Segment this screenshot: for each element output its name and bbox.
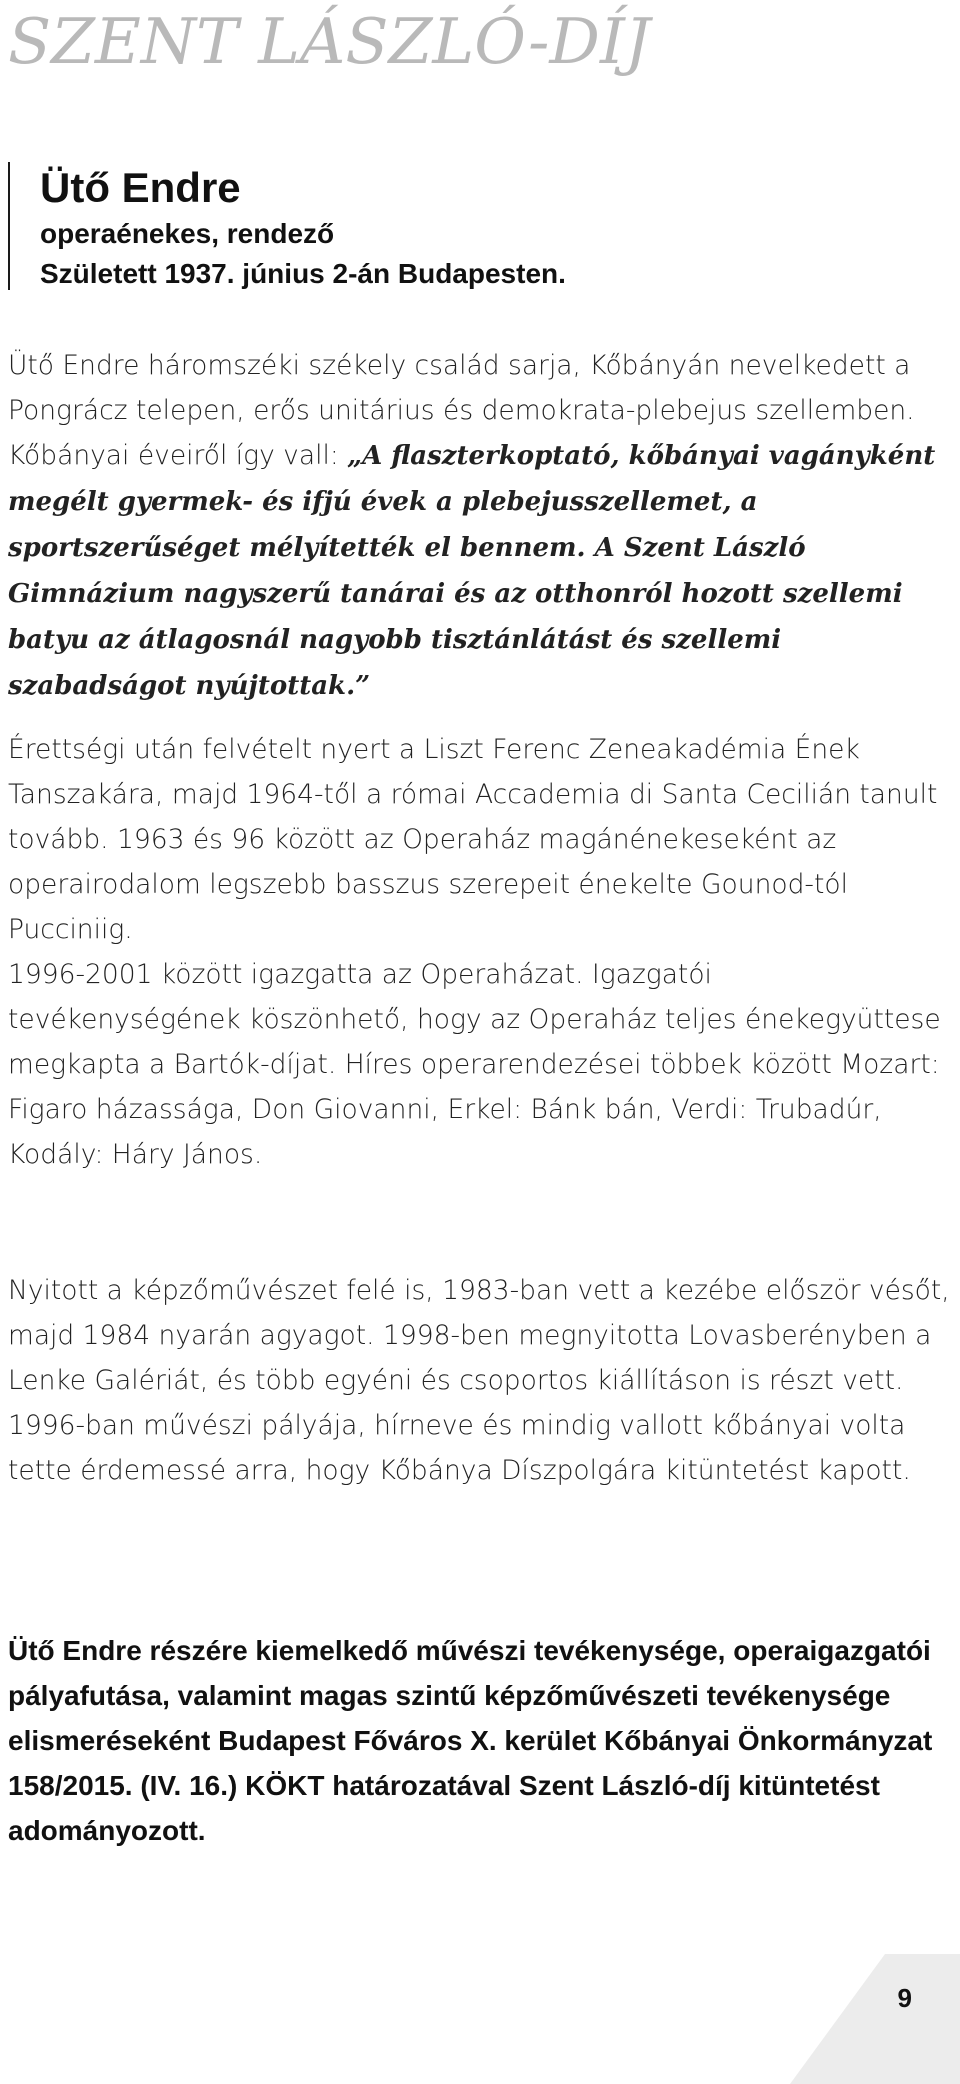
biography-paragraph-1 (8, 343, 952, 709)
biography-paragraph-3 (8, 1268, 952, 1493)
career-text-director: 1996-2001 között igazgatta az Operaházat. Igazgatói tevékenységének köszönhető, hogy az Operaház teljes énekegyüttese megkapta a Bartók-díjat. Híres operarendezései többek között Mozart: Figaro házassága, Don Giovanni, Erkel: Bánk bán, Verdi: Trubadúr, Kodály: Háry János. (8, 959, 941, 1170)
honorary-citizen-text: 1996-ban művészi pályája, hírneve és mindig vallott kőbányai volta tette érdemessé arra, hogy Kőbánya Díszpolgára kitüntetést kapott. (8, 1410, 911, 1486)
person-birth-info: Született 1937. június 2-án Budapesten. (40, 258, 566, 289)
person-info-block (8, 162, 566, 290)
fine-arts-text: Nyitott a képzőművészet felé is, 1983-ban vett a kezébe először vésőt, majd 1984 nyarán agyagot. 1998-ben megnyitotta Lovasberényben a Lenke Galériát, és több egyéni és csoportos kiállításon is részt vett. (8, 1275, 950, 1396)
page-number: 9 (897, 1983, 912, 2013)
page-corner-decoration (790, 1954, 960, 2084)
career-text-opera: Érettségi után felvételt nyert a Liszt Ferenc Zeneakadémia Ének Tanszakára, majd 1964-től a római Accademia di Santa Cecilián tanult tovább. 1963 és 96 között az Operaház magánénekeseként az operairodalom legszebb basszus szerepeit énekelte Gounod-tól Pucciniig. (8, 734, 938, 945)
person-name: Ütő Endre (40, 164, 241, 211)
page-title: SZENT LÁSZLÓ-DÍJ (8, 5, 651, 78)
biography-intro-text: Ütő Endre háromszéki székely család sarja, Kőbányán nevelkedett a Pongrácz telepen, erős unitárius és demokrata-plebejus szellemben. Kőbányai éveiről így vall: (8, 350, 915, 471)
biography-quote: „A flaszterkoptató, kőbányai vagányként megélt gyermek- és ifjú évek a plebejusszellemet, a sportszerűséget mélyítették el bennem. A Szent László Gimnázium nagyszerű tanárai és az otthonról hozott szellemi batyu az átlagosnál nagyobb tisztánlátást és szellemi szabadságot nyújtottak.” (8, 441, 936, 701)
award-statement: Ütő Endre részére kiemelkedő művészi tevékenysége, operaigazgatói pályafutása, valamint magas szintű képzőművészeti tevékenysége elismeréseként Budapest Főváros X. kerület Kőbányai Önkormányzat 158/2015. (IV. 16.) KÖKT határozatával Szent László-díj kitüntetést adományozott. (8, 1635, 933, 1846)
person-role: operaénekes, rendező (40, 218, 335, 249)
corner-shape (790, 1954, 960, 2084)
biography-paragraph-2 (8, 727, 952, 1177)
